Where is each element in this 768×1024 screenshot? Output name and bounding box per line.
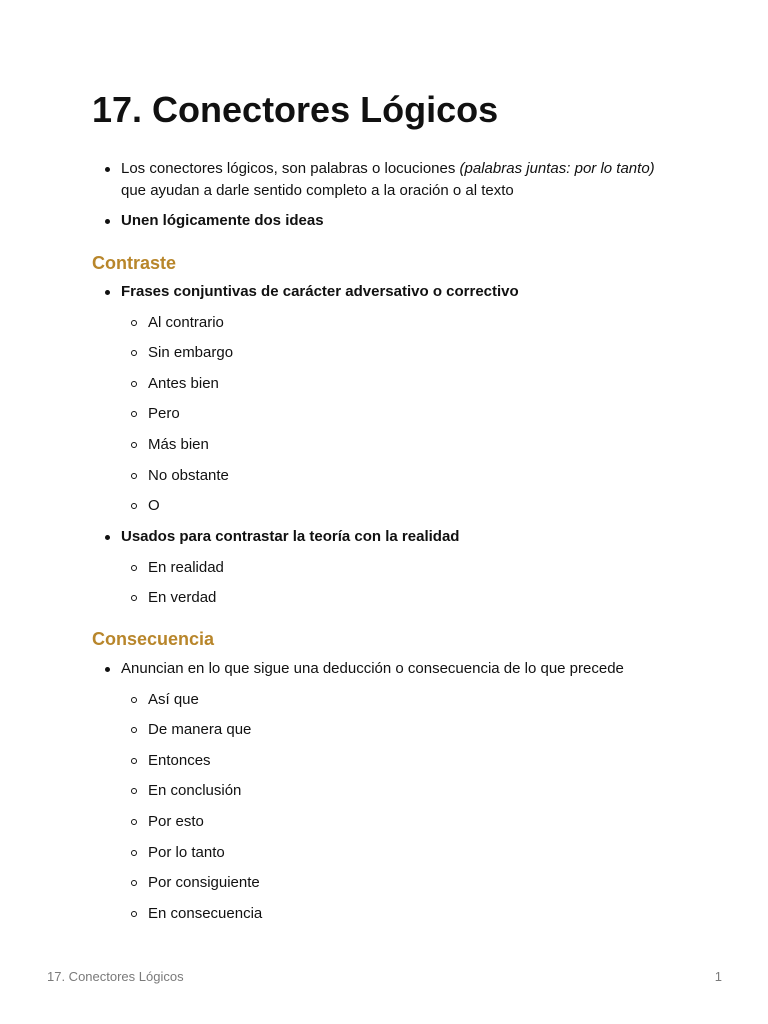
list-item: O (148, 495, 160, 517)
group-label-adversativo: Frases conjuntivas de carácter adversativo o correctivo (121, 281, 519, 303)
footer-page-number: 1 (714, 969, 722, 984)
list-item: Pero (148, 403, 180, 425)
list-item: En verdad (148, 587, 216, 609)
intro-item-text: Los conectores lógicos, son palabras o locuciones (121, 160, 460, 177)
intro-item-italic-note: (palabras juntas: por lo tanto) (459, 160, 655, 177)
list-item: Por lo tanto (148, 842, 225, 864)
section-heading-contraste: Contraste (92, 253, 177, 273)
list-item: Entonces (148, 750, 211, 772)
list-item: En realidad (148, 557, 224, 579)
list-item: En consecuencia (148, 903, 262, 925)
footer-title: 17. Conectores Lógicos (47, 969, 184, 984)
list-item: En conclusión (148, 780, 241, 802)
list-item: Sin embargo (148, 342, 233, 364)
section-heading-consecuencia: Consecuencia (92, 629, 215, 649)
list-item: Por consiguiente (148, 872, 260, 894)
list-item: Así que (148, 689, 199, 711)
list-item: Al contrario (148, 312, 224, 334)
group-label-teoria-realidad: Usados para contrastar la teoría con la realidad (121, 526, 459, 548)
list-item: Antes bien (148, 373, 219, 395)
page-title: 17. Conectores Lógicos (92, 89, 499, 130)
intro-item-continuation: que ayudan a darle sentido completo a la oración o al texto (121, 182, 514, 199)
intro-item-unen: Unen lógicamente dos ideas (121, 210, 324, 232)
list-item: No obstante (148, 465, 229, 487)
list-item: Más bien (148, 434, 209, 456)
list-item: De manera que (148, 719, 251, 741)
group-label-deduccion: Anuncian en lo que sigue una deducción o consecuencia de lo que precede (121, 658, 624, 680)
intro-item-definition (121, 158, 655, 180)
list-item: Por esto (148, 811, 204, 833)
